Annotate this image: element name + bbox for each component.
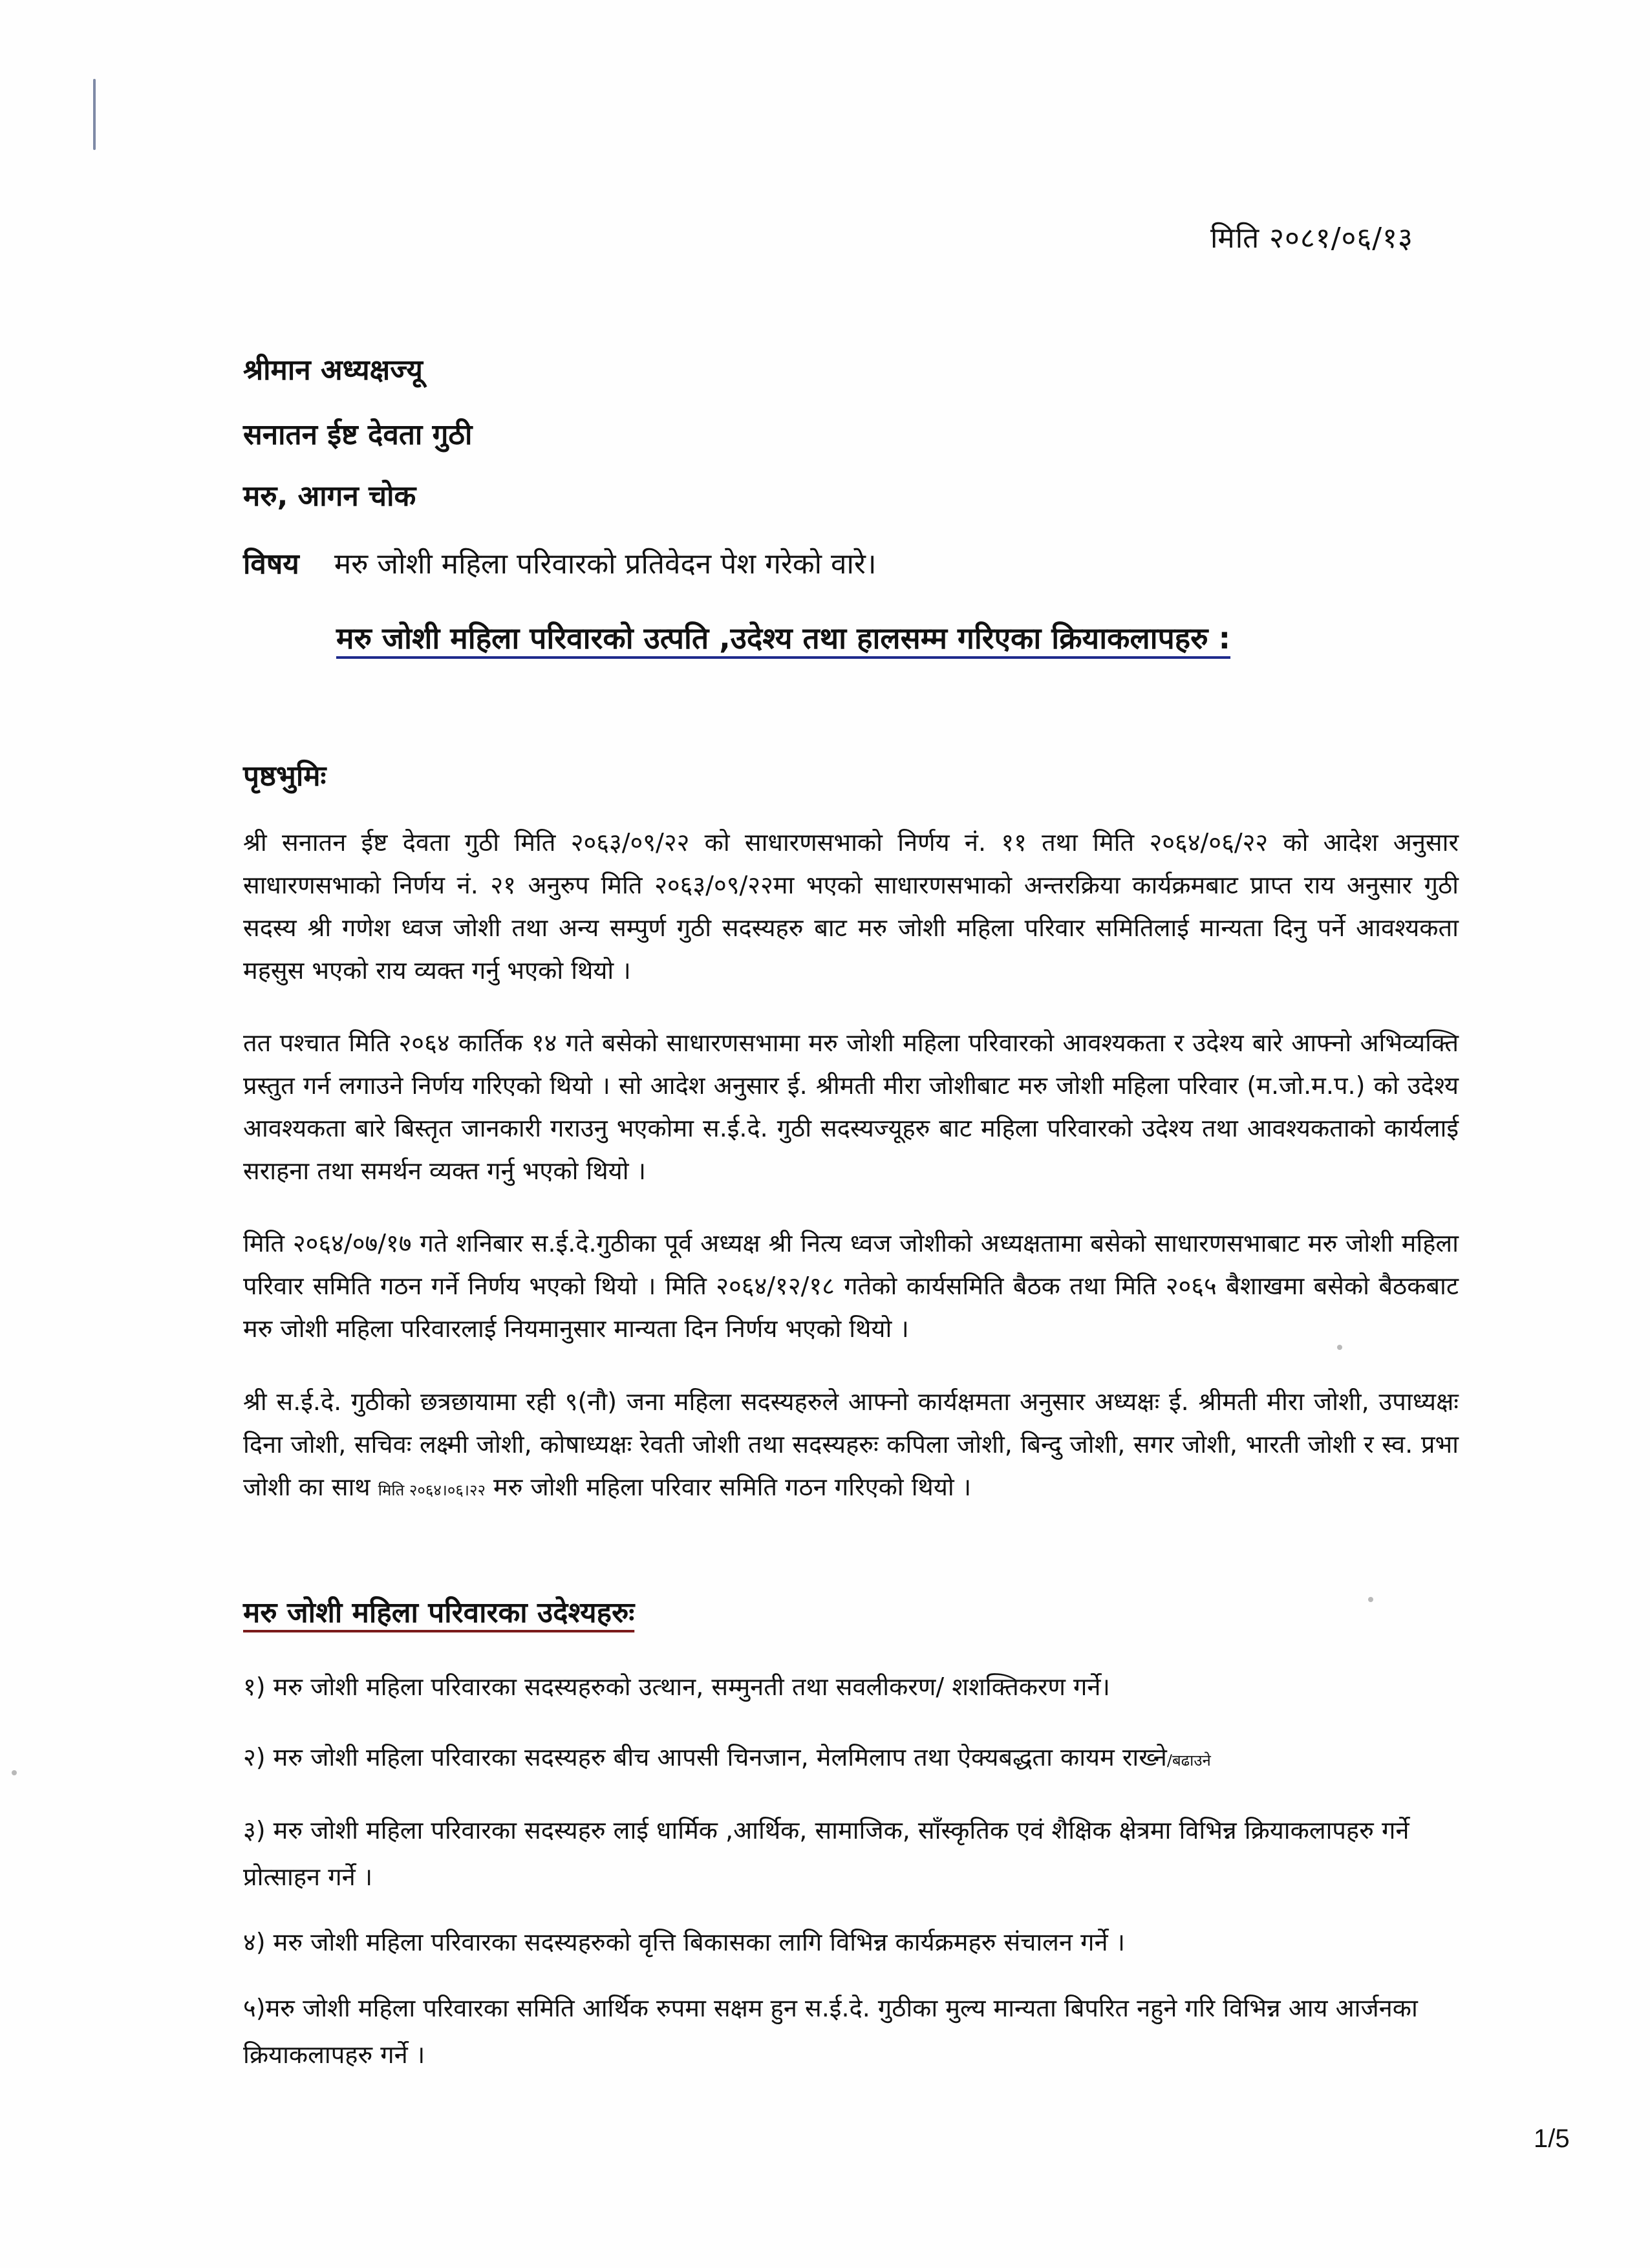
addressee-line-3: मरु, आगन चोक <box>243 480 416 513</box>
objective-item-1: १) मरु जोशी महिला परिवारका सदस्यहरुको उत्थान, सम्मुनती तथा सवलीकरण/ शशक्तिकरण गर्ने। <box>243 1673 1110 1701</box>
committee-text: श्री स.ई.दे. गुठीको छत्रछायामा रही ९(नौ) जना महिला सदस्यहरुले आफ्नो कार्यक्षमता अनुसार अध्यक्षः ई. श्रीमती मीरा जोशी, उपाध्यक्षः दिना जोशी, सचिवः लक्ष्मी जोशी, कोषाध्यक्षः रेवती जोशी तथा सदस्यहरुः कपिला जोशी, बिन्दु जोशी, सगर जोशी, भारती जोशी र स्व. प्रभा जोशी का साथ <box>243 1387 1459 1501</box>
committee-date-small: मिति २०६४।०६।२२ <box>378 1481 486 1499</box>
document-title: मरु जोशी महिला परिवारको उत्पति ,उदेश्य तथा हालसम्म गरिएका क्रियाकलापहरु : <box>336 621 1231 656</box>
background-paragraph-1: श्री सनातन ईष्ट देवता गुठी मिति २०६३/०९/२२ को साधारणसभाको निर्णय नं. ११ तथा मिति २०६४/०६/२२ को आदेश अनुसार साधारणसभाको निर्णय नं. २१ अनुरुप मिति २०६३/०९/२२मा भएको साधारणसभाको अन्तरक्रिया कार्यक्रमबाट प्राप्त राय अनुसार गुठी सदस्य श्री गणेश ध्वज जोशी तथा अन्य सम्पुर्ण गुठी सदस्यहरु बाट मरु जोशी महिला परिवार समितिलाई मान्यता दिनु पर्ने आवश्यकता महसुस भएको राय व्यक्त गर्नु भएको थियो । <box>243 828 1459 985</box>
subject-text: मरु जोशी महिला परिवारको प्रतिवेदन पेश गरेको वारे। <box>334 548 877 581</box>
addressee-line-2: सनातन ईष्ट देवता गुठी <box>243 418 473 451</box>
objective-item-2-suffix: /बढाउने <box>1166 1751 1211 1770</box>
committee-paragraph <box>243 1380 1459 1512</box>
background-paragraph-2: तत पश्चात मिति २०६४ कार्तिक १४ गते बसेको साधारणसभामा मरु जोशी महिला परिवारको आवश्यकता र उदेश्य बारे आफ्नो अभिव्यक्ति प्रस्तुत गर्न लगाउने निर्णय गरिएको थियो । सो आदेश अनुसार ई. श्रीमती मीरा जोशीबाट मरु जोशी महिला परिवार (म.जो.म.प.) को उदेश्य आवश्यकता बारे बिस्तृत जानकारी गराउनु भएकोमा स.ई.दे. गुठी सदस्यज्यूहरु बाट महिला परिवारको उदेश्य तथा आवश्यकताको कार्यलाई सराहना तथा समर्थन व्यक्त गर्नु भएको थियो । <box>243 1029 1459 1185</box>
background-paragraph-3: मिति २०६४/०७/१७ गते शनिबार स.ई.दे.गुठीका पूर्व अध्यक्ष श्री नित्य ध्वज जोशीको अध्यक्षतामा बसेको साधारणसभाबाट मरु जोशी महिला परिवार समिति गठन गर्ने निर्णय भएको थियो । मिति २०६४/१२/१८ गतेको कार्यसमिति बैठक तथा मिति २०६५ बैशाखमा बसेको बैठकबाट मरु जोशी महिला परिवारलाई नियमानुसार मान्यता दिन निर्णय भएको थियो । <box>243 1229 1459 1343</box>
objective-item-5: ५)मरु जोशी महिला परिवारका समिति आर्थिक रुपमा सक्षम हुन स.ई.दे. गुठीका मुल्य मान्यता बिपरित नहुने गरि विभिन्न आय आर्जनका क्रियाकलापहरु गर्ने । <box>243 1994 1418 2069</box>
subject-label: विषय <box>243 548 299 581</box>
objective-item-3: ३) मरु जोशी महिला परिवारका सदस्यहरु लाई धार्मिक ,आर्थिक, सामाजिक, साँस्कृतिक एवं शैक्षिक क्षेत्रमा विभिन्न क्रियाकलापहरु गर्ने प्रोत्साहन गर्ने । <box>243 1816 1409 1891</box>
objective-item-4: ४) मरु जोशी महिला परिवारका सदस्यहरुको वृत्ति बिकासका लागि विभिन्न कार्यक्रमहरु संचालन गर्ने । <box>243 1928 1126 1956</box>
scan-mark <box>93 79 96 150</box>
background-heading: पृष्ठभुमिः <box>243 760 327 793</box>
page-number: 1/5 <box>1534 2124 1570 2153</box>
committee-text-end: मरु जोशी महिला परिवार समिति गठन गरिएको थियो । <box>485 1473 972 1501</box>
date-line: मिति २०८१/०६/१३ <box>1210 222 1413 255</box>
scan-speck <box>1337 1345 1342 1350</box>
addressee-line-1: श्रीमान अध्यक्षज्यू <box>243 354 423 387</box>
objective-item-2 <box>243 1734 1459 1784</box>
objective-item-2-text: २) मरु जोशी महिला परिवारका सदस्यहरु बीच आपसी चिनजान, मेलमिलाप तथा ऐक्यबद्धता कायम राख्ने <box>243 1743 1167 1771</box>
subject-line <box>243 543 877 582</box>
scan-speck <box>1368 1597 1373 1602</box>
objectives-heading: मरु जोशी महिला परिवारका उदेश्यहरुः <box>243 1596 635 1629</box>
scan-speck <box>12 1770 17 1775</box>
